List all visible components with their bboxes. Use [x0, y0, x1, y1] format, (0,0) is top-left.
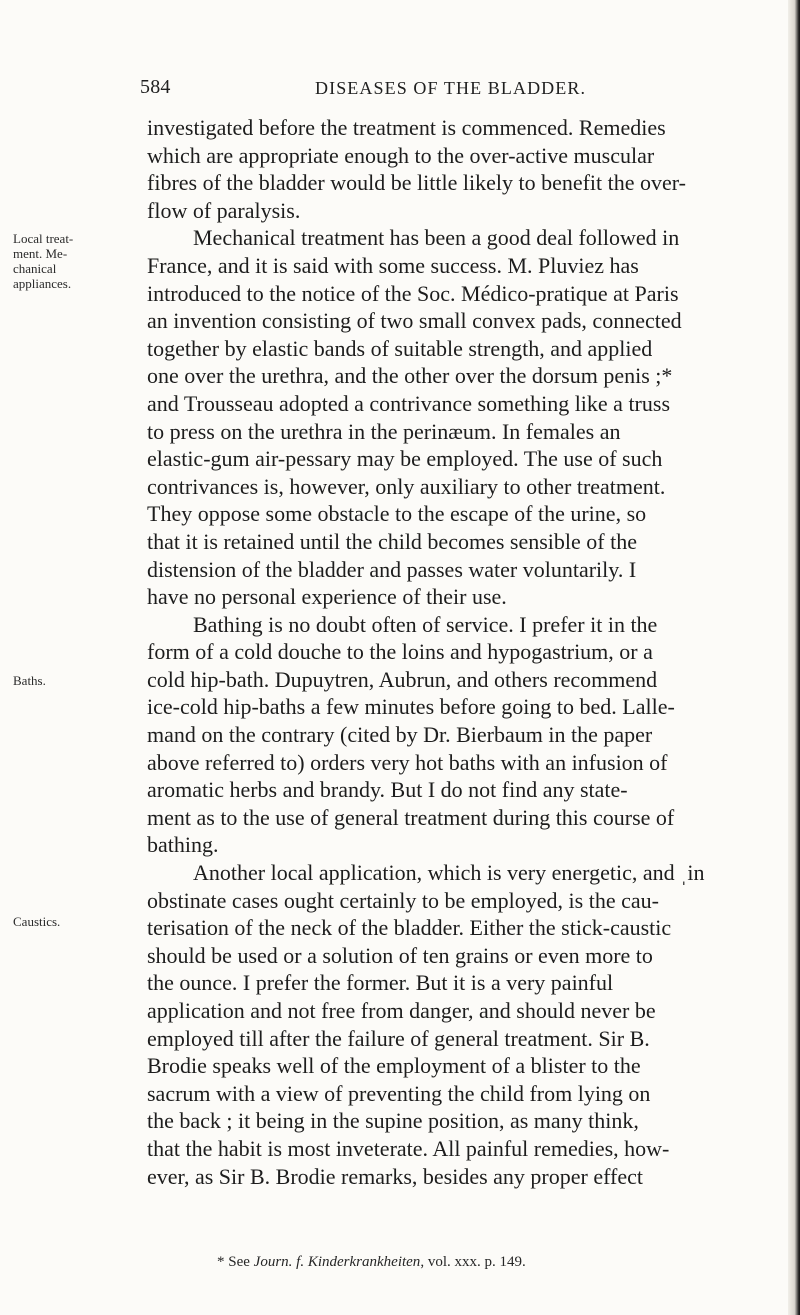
page-edge-shadow	[788, 0, 800, 1315]
footnote-journal: Journ. f. Kinderkrankheiten	[253, 1254, 421, 1270]
baths-sidenote	[13, 673, 133, 688]
text-line: to press on the urethra in the perinæum. In females an	[147, 418, 621, 444]
text-line: distension of the bladder and passes water voluntarily. I	[147, 556, 637, 582]
page-header	[140, 76, 780, 110]
text-line: bathing.	[147, 832, 219, 858]
text-line: elastic-gum air-pessary may be employed. The use of such	[147, 446, 663, 472]
text-line: mand on the contrary (cited by Dr. Bierbaum in the paper	[147, 722, 653, 748]
text-line: flow of paralysis.	[147, 197, 301, 223]
text-line: the ounce. I prefer the former. But it is a very painful	[147, 970, 614, 996]
sidenote-line: appliances.	[13, 276, 72, 291]
text-line: ice-cold hip-baths a few minutes before going to bed. Lalle-	[147, 694, 675, 720]
footnote-prefix: * See	[217, 1254, 254, 1270]
text-line: terisation of the neck of the bladder. Either the stick-caustic	[147, 915, 672, 941]
text-line: cold hip-bath. Dupuytren, Aubrun, and others recommend	[147, 666, 658, 692]
text-line: fibres of the bladder would be little likely to benefit the over-	[147, 170, 686, 196]
running-title: DISEASES OF THE BLADDER.	[315, 78, 587, 98]
text-line: application and not free from danger, and should never be	[147, 998, 656, 1023]
text-line: investigated before the treatment is commenced. Remedies	[147, 115, 666, 140]
text-line: above referred to) orders very hot baths with an infusion of	[147, 749, 668, 775]
footnote-suffix: , vol. xxx. p. 149.	[420, 1254, 526, 1270]
text-line: employed till after the failure of general treatment. Sir B.	[147, 1025, 650, 1051]
main-text	[147, 114, 775, 1190]
text-line: Brodie speaks well of the employment of a blister to the	[147, 1053, 641, 1079]
sidenote-line: ment. Me-	[13, 246, 68, 261]
sidenote-line: Caustics.	[13, 914, 61, 929]
text-line: form of a cold douche to the loins and hypogastrium, or a	[147, 639, 653, 665]
text-line: should be used or a solution of ten grains or even more to	[147, 942, 653, 968]
text-line: have no personal experience of their use.	[147, 584, 507, 610]
text-line: aromatic herbs and brandy. But I do not find any state-	[147, 777, 628, 803]
sidenote-line: Local treat-	[13, 231, 74, 246]
sidenote-line: chanical	[13, 261, 57, 276]
text-line: together by elastic bands of suitable strength, and applied	[147, 335, 653, 361]
footnote	[217, 1254, 777, 1271]
text-line: that it is retained until the child becomes sensible of the	[147, 528, 637, 554]
text-line: Another local application, which is very energetic, and ˌin	[193, 860, 705, 886]
text-line: They oppose some obstacle to the escape of the urine, so	[147, 501, 647, 527]
text-line: an invention consisting of two small convex pads, connected	[147, 308, 682, 334]
text-line: ever, as Sir B. Brodie remarks, besides any proper effect	[147, 1163, 643, 1189]
sidenote-line: Baths.	[13, 673, 46, 688]
text-line: Bathing is no doubt often of service. I prefer it in the	[193, 611, 658, 637]
text-line: and Trousseau adopted a contrivance something like a truss	[147, 390, 671, 416]
caustics-sidenote	[13, 914, 133, 929]
text-line: contrivances is, however, only auxiliary to other treatment.	[147, 473, 666, 499]
text-line: sacrum with a view of preventing the child from lying on	[147, 1080, 651, 1106]
text-line: France, and it is said with some success. M. Pluviez has	[147, 252, 639, 278]
page-number: 584	[140, 76, 171, 98]
local-treatment-sidenote	[13, 231, 133, 291]
text-line: ment as to the use of general treatment during this course of	[147, 804, 675, 830]
text-line: the back ; it being in the supine position, as many think,	[147, 1108, 639, 1134]
text-line: obstinate cases ought certainly to be employed, is the cau-	[147, 887, 659, 913]
text-line: that the habit is most inveterate. All painful remedies, how-	[147, 1135, 670, 1161]
text-line: which are appropriate enough to the over-active muscular	[147, 142, 655, 168]
text-line: Mechanical treatment has been a good deal followed in	[193, 225, 680, 251]
text-line: introduced to the notice of the Soc. Médico-pratique at Paris	[147, 280, 679, 306]
text-line: one over the urethra, and the other over the dorsum penis ;*	[147, 363, 673, 389]
